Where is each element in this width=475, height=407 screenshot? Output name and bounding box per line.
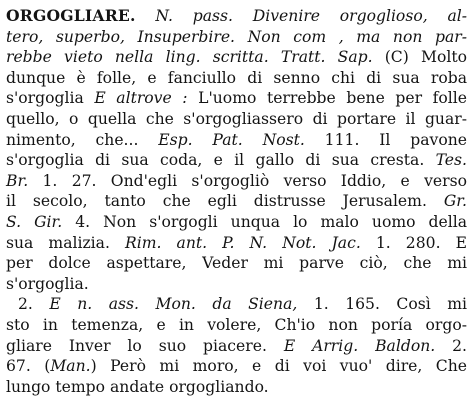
citation-source: rebbe vieto nella ling. scritta. Tratt. Sap. <box>6 48 373 67</box>
citation-text: s'orgoglia. <box>6 274 89 293</box>
citation-text: ) Però mi moro, e di voi vuo' dire, Che <box>90 357 467 376</box>
citation-source: Tes. <box>435 151 467 170</box>
citation-text: 111. Il pavone <box>304 130 467 149</box>
citation-source: Gr. <box>443 192 467 211</box>
citation-source: Esp. Pat. Nost. <box>158 130 305 149</box>
citation-text: s'orgoglia di sua coda, e il gallo di sua cresta. <box>6 151 436 170</box>
headword: ORGOGLIARE. <box>6 6 136 25</box>
entry-line-4 <box>6 68 467 89</box>
citation-text: gliare Inver lo suo piacere. <box>6 336 284 355</box>
definition-text: tero, superbo, Insuperbire. Non com , ma non par- <box>6 27 467 46</box>
citation-source: S. Gir. <box>6 212 63 231</box>
citation-text: (C) Molto <box>372 48 467 67</box>
citation-text: 2. <box>435 336 467 355</box>
citation-text: sto in temenza, e in volere, Ch'io non poría orgo- <box>6 315 467 334</box>
citation-text: sua malizia. <box>6 233 125 252</box>
citation-text: L'uomo terrebbe bene per folle <box>187 89 467 108</box>
entry-line-11 <box>6 212 467 233</box>
grammar-definition: N. pass. Divenire orgoglioso, al- <box>155 7 467 25</box>
entry-line-16 <box>6 315 467 336</box>
citation-source: E n. ass. Mon. da Siena, <box>49 295 298 314</box>
entry-line-15 <box>6 294 467 315</box>
citation-text: per dolce aspettare, Veder mi parve ciò, che mi <box>6 254 467 273</box>
entry-line-19 <box>6 377 467 398</box>
entry-line-8 <box>6 150 467 171</box>
citation-source: Rim. ant. P. N. Not. Jac. <box>125 233 361 252</box>
entry-line-17 <box>6 336 467 357</box>
sense-number: 2. <box>18 295 50 314</box>
citation-source: Man. <box>50 357 91 376</box>
entry-line-10 <box>6 191 467 212</box>
citation-text: il secolo, tanto che egli distrusse Jerusalem. <box>6 192 444 211</box>
citation-text: 1. 280. E <box>360 233 467 252</box>
entry-line-1 <box>6 6 467 27</box>
entry-line-3 <box>6 47 467 68</box>
citation-text: 4. Non s'orgogli unqua lo malo uomo della <box>62 212 467 231</box>
citation-text: 1. 165. Così mi <box>297 295 467 314</box>
citation-source: E altrove : <box>94 89 188 108</box>
citation-text: dunque è folle, e fanciullo di senno chi di sua roba <box>6 68 467 87</box>
citation-text: lungo tempo andate orgogliando. <box>6 377 269 396</box>
text-run <box>136 7 156 25</box>
citation-text: 67. ( <box>6 357 51 376</box>
citation-source: Br. <box>6 171 29 190</box>
citation-text: nimento, che... <box>6 130 159 149</box>
citation-text: s'orgoglia <box>6 89 95 108</box>
entry-line-14 <box>6 274 467 295</box>
entry-line-13 <box>6 253 467 274</box>
entry-line-2 <box>6 27 467 48</box>
citation-text: quello, o quella che s'orgogliassero di portare il guar- <box>6 109 467 128</box>
entry-line-6 <box>6 109 467 130</box>
entry-line-12 <box>6 233 467 254</box>
citation-source: E Arrig. Baldon. <box>283 336 436 355</box>
citation-text: 1. 27. Ond'egli s'orgogliò verso Iddio, e verso <box>28 171 467 190</box>
entry-line-9 <box>6 171 467 192</box>
entry-line-7 <box>6 130 467 151</box>
entry-line-5 <box>6 88 467 109</box>
entry-line-18 <box>6 356 467 377</box>
